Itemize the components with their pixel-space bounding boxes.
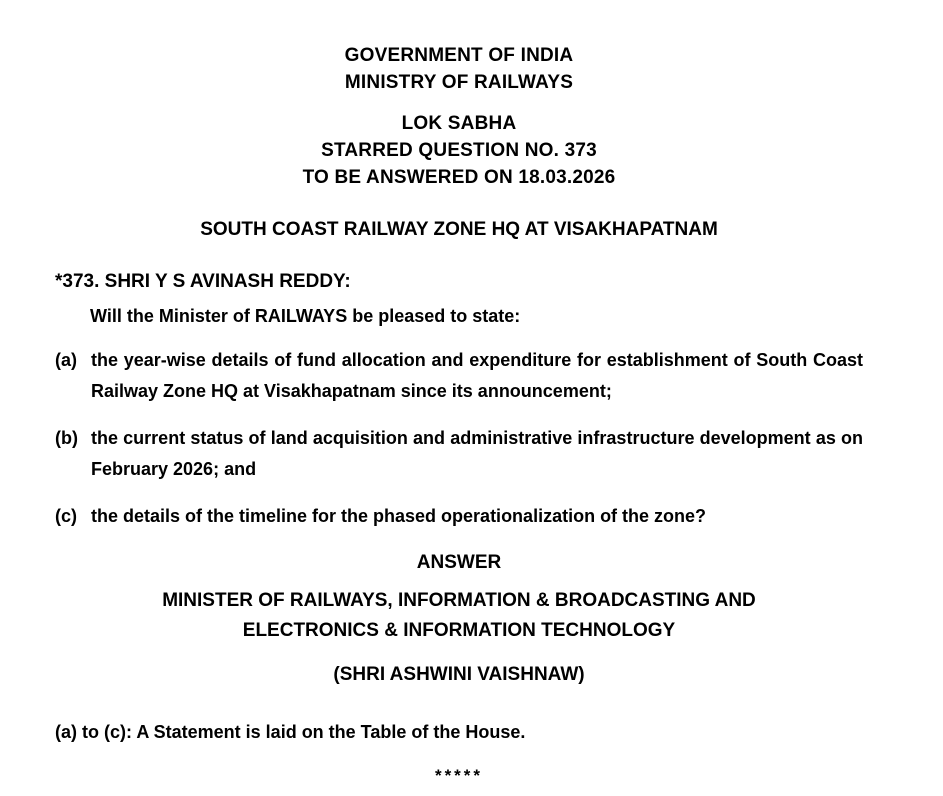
question-lead-in: Will the Minister of RAILWAYS be pleased to state: xyxy=(90,306,521,326)
header-answer-date: TO BE ANSWERED ON 18.03.2026 xyxy=(302,167,616,188)
question-asked-by: *373. SHRI Y S AVINASH REDDY: xyxy=(55,271,351,292)
header-government: GOVERNMENT OF INDIA xyxy=(344,45,574,66)
question-item-a xyxy=(55,345,863,407)
minister-title-line-1: MINISTER OF RAILWAYS, INFORMATION & BROADCASTING AND xyxy=(162,590,756,611)
header-question-number: STARRED QUESTION NO. 373 xyxy=(321,140,597,161)
question-label-a: (a) xyxy=(55,350,77,370)
spacer xyxy=(55,243,863,269)
spacer xyxy=(55,295,863,303)
question-item-b xyxy=(55,423,863,485)
spacer xyxy=(55,578,863,586)
question-text-c: the details of the timeline for the phased operationalization of the zone? xyxy=(91,506,707,526)
document-subject: SOUTH COAST RAILWAY ZONE HQ AT VISAKHAPATNAM xyxy=(200,219,718,240)
header-ministry: MINISTRY OF RAILWAYS xyxy=(344,72,574,93)
footer-asterisks: ***** xyxy=(434,766,484,785)
question-item-c xyxy=(55,501,863,532)
spacer xyxy=(55,532,863,548)
minister-title-line-2: ELECTRONICS & INFORMATION TECHNOLOGY xyxy=(242,620,676,641)
spacer xyxy=(55,96,863,110)
spacer xyxy=(55,646,863,660)
question-text-b: the current status of land acquisition and administrative infrastructure development as on February 2026; and xyxy=(91,428,863,479)
header-house: LOK SABHA xyxy=(401,113,517,134)
question-label-c: (c) xyxy=(55,506,77,526)
question-text-a: the year-wise details of fund allocation and expenditure for establishment of South Coast Railway Zone HQ at Visakhapatnam since its announcement; xyxy=(91,350,863,401)
answer-heading: ANSWER xyxy=(416,552,502,573)
answer-statement: (a) to (c): A Statement is laid on the Table of the House. xyxy=(55,722,526,742)
question-label-b: (b) xyxy=(55,428,78,448)
spacer xyxy=(55,690,863,718)
spacer xyxy=(55,191,863,217)
minister-name: (SHRI ASHWINI VAISHNAW) xyxy=(333,664,585,685)
